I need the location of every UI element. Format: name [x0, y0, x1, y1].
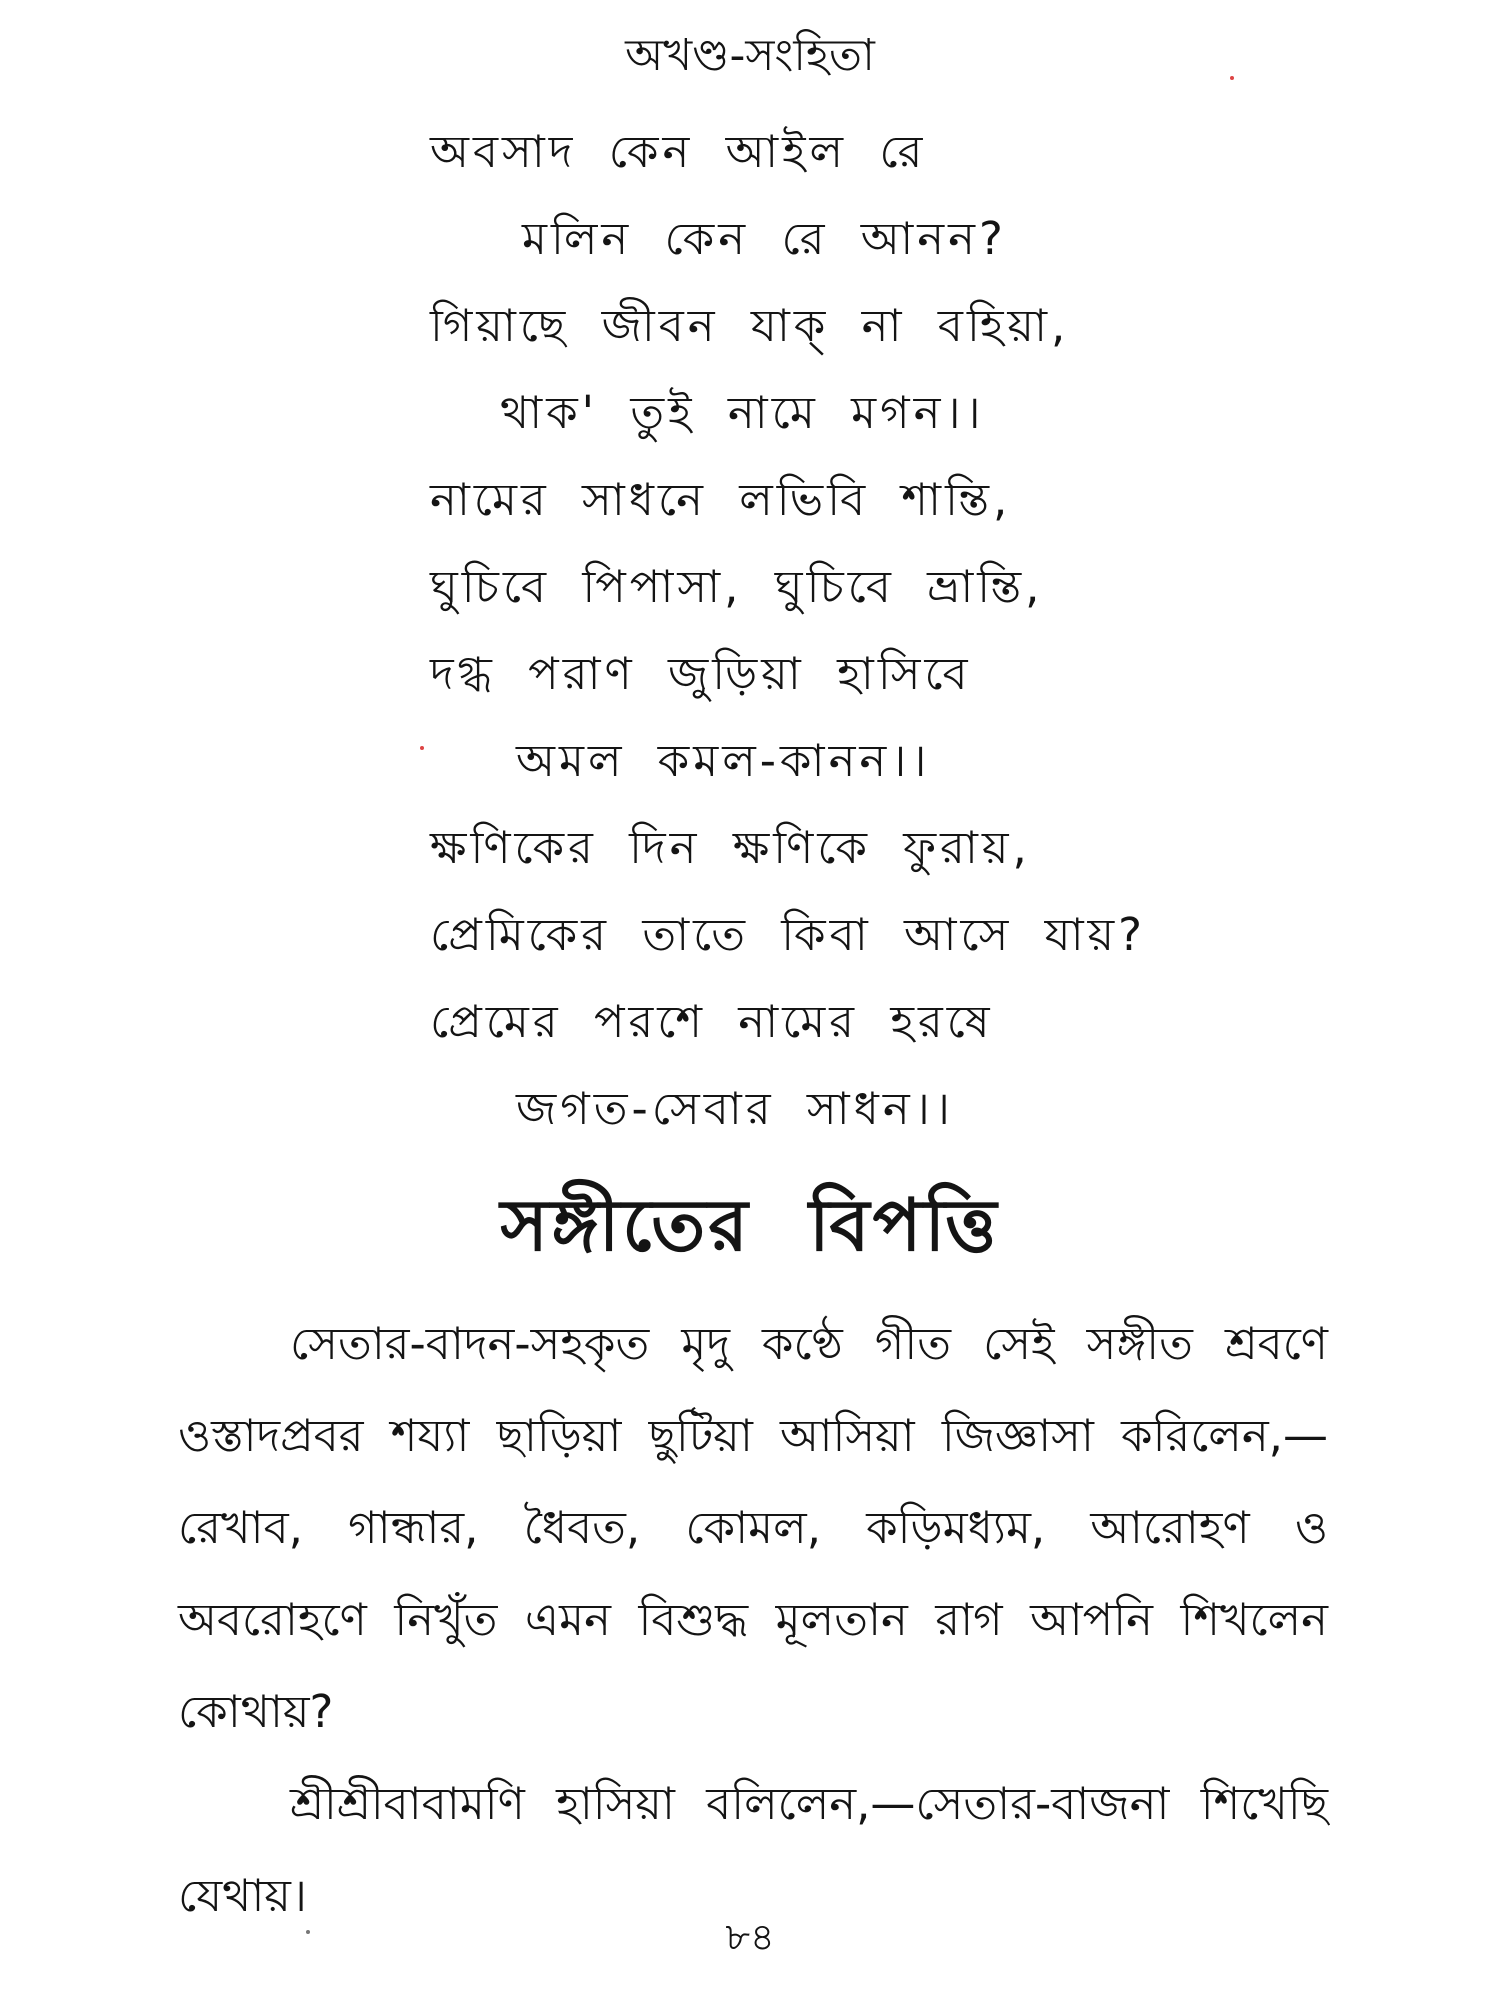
- poem-line: দগ্ধ পরাণ জুড়িয়া হাসিবে: [430, 647, 972, 700]
- scan-speck: [420, 746, 424, 750]
- page-number: ৮৪: [725, 1915, 775, 1959]
- poem-line: ঘুচিবে পিপাসা, ঘুচিবে ভ্রান্তি,: [430, 560, 1044, 613]
- scan-speck: [306, 1930, 310, 1934]
- poem-line: প্রেমের পরশে নামের হরষে: [430, 995, 994, 1048]
- poem-line: মলিন কেন রে আনন?: [522, 212, 1007, 265]
- poem-line: জগত-সেবার সাধন।।: [516, 1082, 954, 1135]
- poem-line: ক্ষণিকের দিন ক্ষণিকে ফুরায়,: [430, 821, 1031, 874]
- poem-block: [430, 108, 1250, 1152]
- paragraph: শ্রীশ্রীবাবামণি হাসিয়া বলিলেন,—সেতার-বাজনা শিখেছি যেথায়।: [178, 1777, 1328, 1922]
- poem-line: প্রেমিকের তাতে কিবা আসে যায়?: [430, 908, 1147, 961]
- poem-line: অমল কমল-কানন।।: [516, 734, 931, 787]
- running-header: অখণ্ড-সংহিতা: [625, 30, 875, 81]
- scan-speck: [1230, 76, 1234, 80]
- poem-line: গিয়াছে জীবন যাক্ না বহিয়া,: [430, 299, 1070, 352]
- paragraph: সেতার-বাদন-সহকৃত মৃদু কণ্ঠে গীত সেই সঙ্গীত শ্রবণে ওস্তাদপ্রবর শয্যা ছাড়িয়া ছুটিয়া আসিয়া জিজ্ঞাসা করিলেন,—রেখাব, গান্ধার, ধৈবত, কোমল, কড়িমধ্যম, আরোহণ ও অবরোহণে নিখুঁত এমন বিশুদ্ধ মূলতান রাগ আপনি শিখলেন কোথায়?: [178, 1317, 1328, 1738]
- poem-line: অবসাদ কেন আইল রে: [430, 125, 927, 178]
- poem-line: নামের সাধনে লভিবি শান্তি,: [430, 473, 1012, 526]
- section-title: সঙ্গীতের বিপত্তি: [500, 1183, 1000, 1267]
- poem-line: থাক' তুই নামে মগন।।: [500, 386, 985, 439]
- prose-block: [178, 1298, 1328, 1942]
